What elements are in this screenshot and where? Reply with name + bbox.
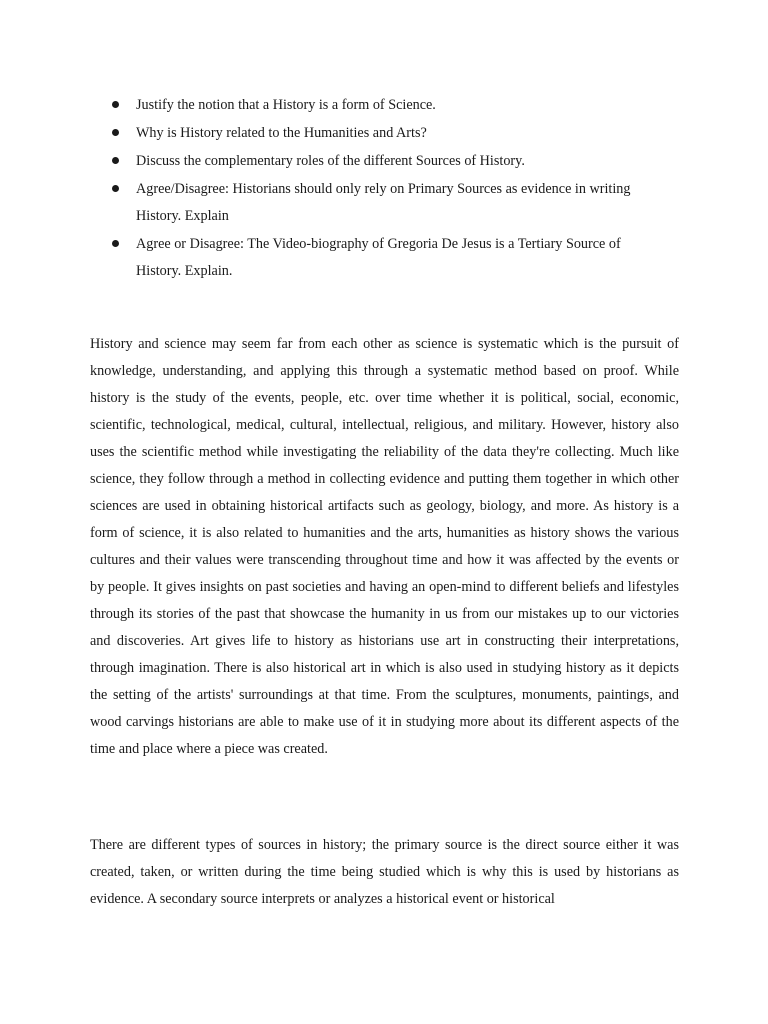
question-text: Justify the notion that a History is a form of Science. (136, 97, 436, 113)
question-text: Agree/Disagree: Historians should only rely on Primary Sources as evidence in writing History. Explain (136, 181, 631, 224)
question-text: Agree or Disagree: The Video-biography of Gregoria De Jesus is a Tertiary Source of History. Explain. (136, 236, 621, 279)
question-item (0, 120, 768, 147)
bullet-icon (112, 185, 119, 192)
body-paragraph-science-humanities: History and science may seem far from each other as science is systematic which is the pursuit of knowledge, understanding, and applying this through a systematic method based on proof. While history is the study of the events, people, etc. over time whether it is political, social, economic, scientific, technological, medical, cultural, intellectual, religious, and military. However, history also uses the scientific method while investigating the reliability of the data they're collecting. Much like science, they follow through a method in collecting evidence and putting them together in which other sciences are used in obtaining historical artifacts such as geology, biology, and more. As history is a form of science, it is also related to humanities and the arts, humanities as history shows the various cultures and their values were transcending throughout time and how it was affected by the events or by people. It gives insights on past societies and having an open-mind to different beliefs and lifestyles through its stories of the past that showcase the humanity in us from our mistakes up to our victories and discoveries. Art gives life to history as historians use art in constructing their interpretations, through imagination. There is also historical art in which is also used in studying history as it depicts the setting of the artists' surroundings at that time. From the sculptures, monuments, paintings, and wood carvings historians are able to make use of it in studying more about its different aspects of the time and place where a piece was created. (90, 336, 679, 757)
body-paragraph-sources: There are different types of sources in history; the primary source is the direct source either it was created, taken, or written during the time being studied which is why this is used by historians as evidence. A secondary source interprets or analyzes a historical event or historical (90, 837, 679, 907)
bullet-icon (112, 101, 119, 108)
bullet-icon (112, 157, 119, 164)
question-item (0, 148, 768, 175)
bullet-icon (112, 240, 119, 247)
question-item (0, 231, 768, 285)
question-text: Discuss the complementary roles of the different Sources of History. (136, 153, 525, 169)
question-item (0, 92, 768, 119)
question-list (0, 92, 768, 286)
question-item (0, 176, 768, 230)
bullet-icon (112, 129, 119, 136)
question-text: Why is History related to the Humanities and Arts? (136, 125, 427, 141)
